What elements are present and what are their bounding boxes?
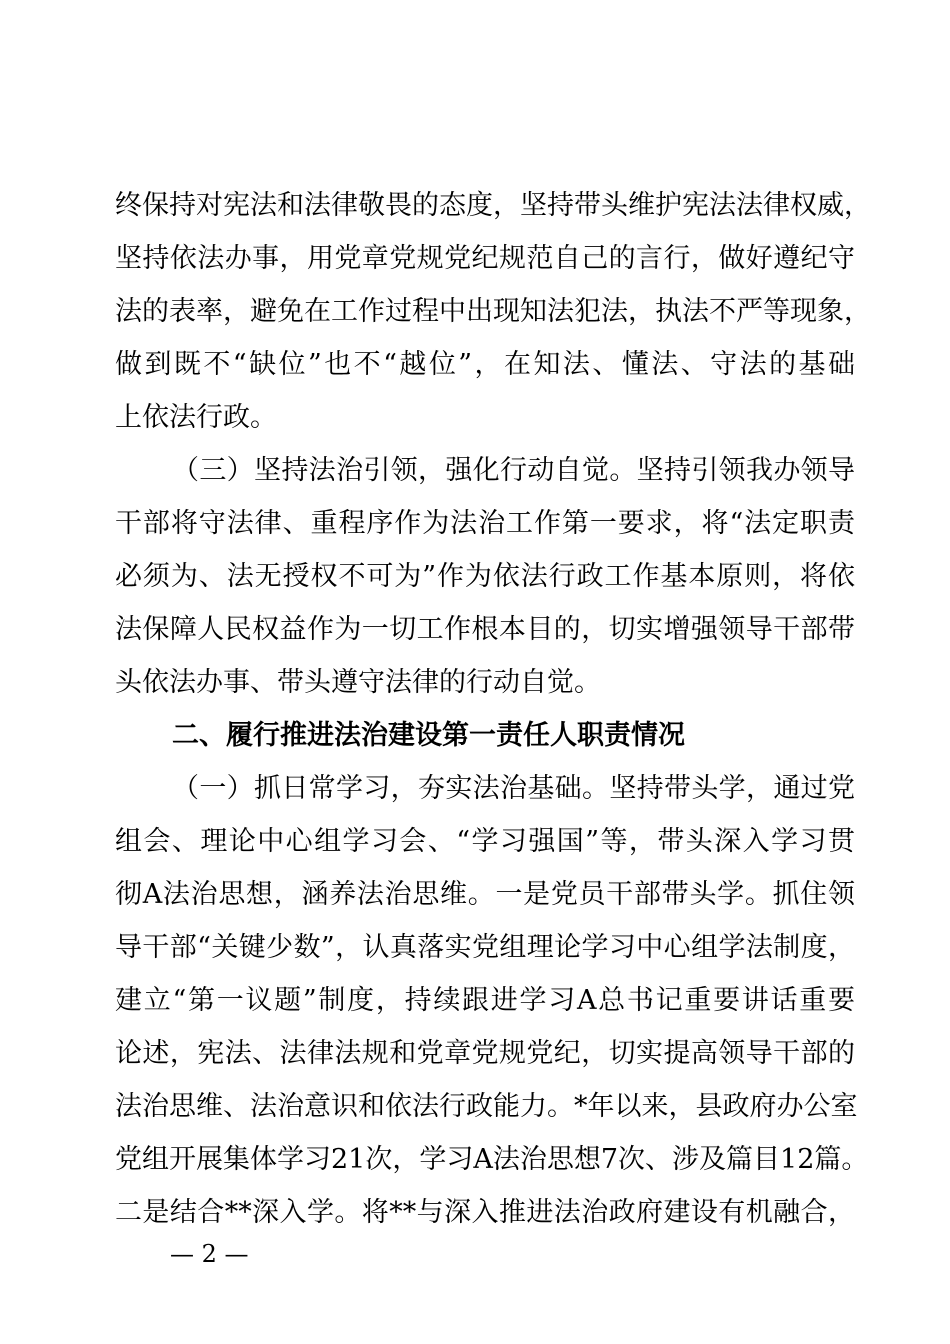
body-text-line: 论述，宪法、法律法规和党章党规党纪，切实提高领导干部的 xyxy=(115,1038,855,1069)
body-text-line: 党组开展集体学习21次，学习A法治思想7次、涉及篇目12篇。 xyxy=(115,1144,869,1175)
body-text-line: 上依法行政。 xyxy=(115,402,277,433)
section-heading: 二、履行推进法治建设第一责任人职责情况 xyxy=(172,720,685,751)
body-text-line: 做到既不“缺位”也不“越位”，在知法、懂法、守法的基础 xyxy=(115,349,855,380)
body-text-line: 组会、理论中心组学习会、“学习强国”等，带头深入学习贯 xyxy=(115,826,855,857)
body-text-line: 法的表率，避免在工作过程中出现知法犯法，执法不严等现象， xyxy=(115,296,871,327)
body-text-line: 干部将守法律、重程序作为法治工作第一要求，将“法定职责 xyxy=(115,508,855,539)
body-text-line: 彻A法治思想，涵养法治思维。一是党员干部带头学。抓住领 xyxy=(115,879,855,910)
body-text-line: 二是结合**深入学。将**与深入推进法治政府建设有机融合， xyxy=(115,1197,855,1228)
body-text-line: 必须为、法无授权不可为”作为依法行政工作基本原则，将依 xyxy=(115,561,855,592)
body-text-line: 导干部“关键少数”，认真落实党组理论学习中心组学法制度， xyxy=(115,932,855,963)
body-text-line: 建立“第一议题”制度，持续跟进学习A总书记重要讲话重要 xyxy=(115,985,855,1016)
body-text-line: 头依法办事、带头遵守法律的行动自觉。 xyxy=(115,667,601,698)
body-text-line: 法治思维、法治意识和依法行政能力。*年以来，县政府办公室 xyxy=(115,1091,858,1122)
paragraph-first-line: （一）抓日常学习，夯实法治基础。坚持带头学，通过党 xyxy=(172,773,855,804)
body-text-line: 坚持依法办事，用党章党规党纪规范自己的言行，做好遵纪守 xyxy=(115,243,855,274)
body-text-line: 法保障人民权益作为一切工作根本目的，切实增强领导干部带 xyxy=(115,614,855,645)
page-number: — 2 — xyxy=(170,1240,249,1268)
paragraph-first-line: （三）坚持法治引领，强化行动自觉。坚持引领我办领导 xyxy=(172,455,855,486)
body-text-line: 终保持对宪法和法律敬畏的态度，坚持带头维护宪法法律权威， xyxy=(115,190,871,221)
